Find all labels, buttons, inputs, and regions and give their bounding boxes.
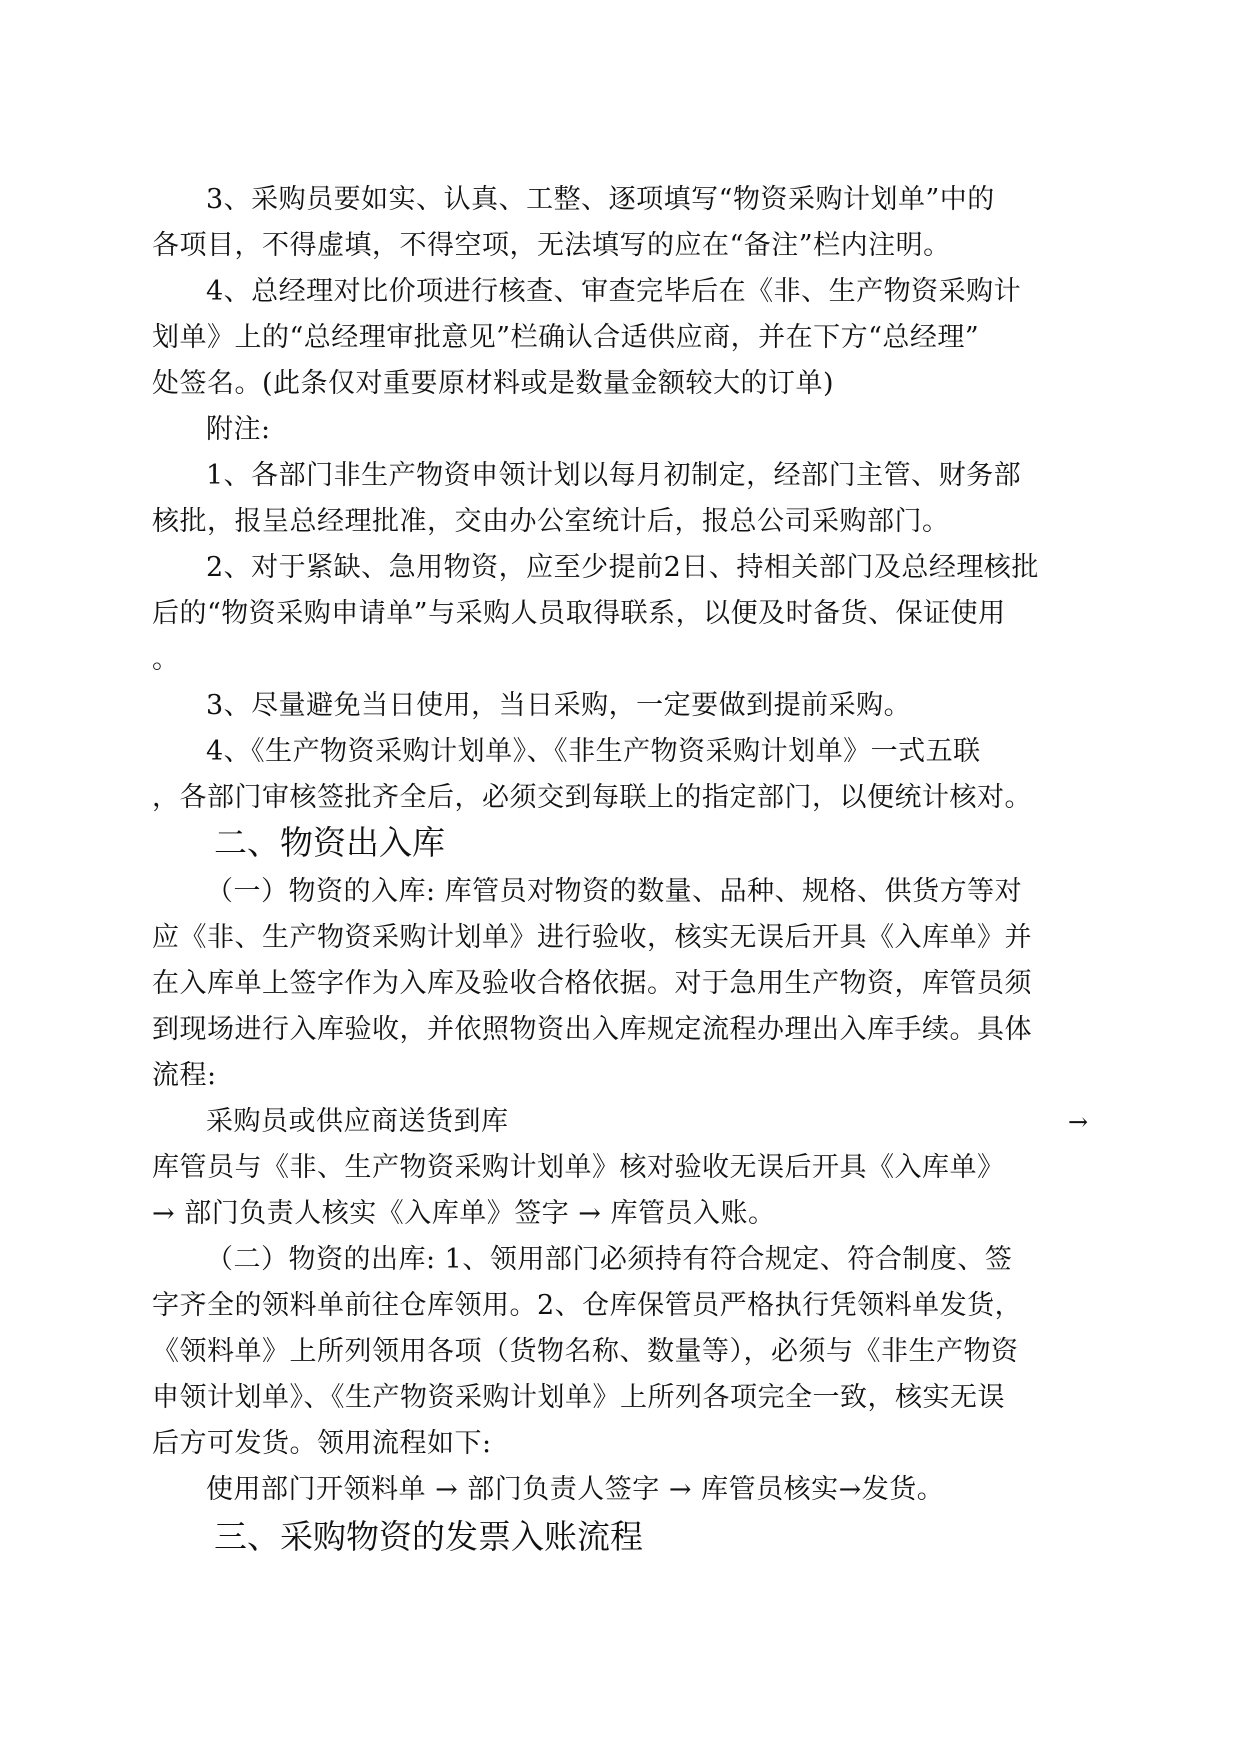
paragraph-line: 在入库单上签字作为入库及验收合格依据。对于急用生产物资，库管员须 [152, 968, 1032, 999]
paragraph-line: 后的“物资采购申请单”与采购人员取得联系，以便及时备货、保证使用 [152, 598, 1006, 629]
paragraph-line: 4、总经理对比价项进行核查、审查完毕后在《非、生产物资采购计 [206, 276, 1022, 307]
paragraph-line: 4、《生产物资采购计划单》、《非生产物资采购计划单》一式五联 [206, 736, 981, 767]
section-heading: 三、采购物资的发票入账流程 [214, 1517, 643, 1556]
section-heading: 二、物资出入库 [214, 823, 445, 862]
paragraph-line: 。 [152, 644, 180, 675]
paragraph-line: 流程: [152, 1060, 217, 1091]
paragraph-line: 应《非、生产物资采购计划单》进行验收，核实无误后开具《入库单》并 [152, 922, 1032, 953]
paragraph-line: 各项目，不得虚填，不得空项，无法填写的应在“备注”栏内注明。 [152, 230, 951, 261]
paragraph-line: 《领料单》上所列领用各项（货物名称、数量等），必须与《非生产物资 [152, 1336, 1019, 1367]
flow-line: 使用部门开领料单 → 部门负责人签字 → 库管员核实→发货。 [206, 1474, 945, 1505]
paragraph-line: 库管员与《非、生产物资采购计划单》核对验收无误后开具《入库单》 [152, 1152, 1005, 1183]
paragraph-line: 到现场进行入库验收，并依照物资出入库规定流程办理出入库手续。具体 [152, 1014, 1032, 1045]
paragraph-line: 3、采购员要如实、认真、工整、逐项填写“物资采购计划单”中的 [206, 184, 995, 215]
paragraph-line: 申领计划单》、《生产物资采购计划单》上所列各项完全一致，核实无误 [152, 1382, 1005, 1413]
paragraph-line: → 部门负责人核实《入库单》签字 → 库管员入账。 [152, 1198, 776, 1229]
paragraph-line: 处签名。(此条仅对重要原材料或是数量金额较大的订单) [152, 368, 835, 399]
paragraph-line: （二）物资的出库: 1、领用部门必须持有符合规定、符合制度、签 [206, 1244, 1013, 1275]
paragraph-line: （一）物资的入库: 库管员对物资的数量、品种、规格、供货方等对 [206, 876, 1023, 907]
paragraph-line: 2、对于紧缺、急用物资，应至少提前2日、持相关部门及总经理核批 [206, 552, 1039, 583]
paragraph-line: 1、各部门非生产物资申领计划以每月初制定，经部门主管、财务部 [206, 460, 1022, 491]
flow-start-line: 采购员或供应商送货到库 [206, 1106, 509, 1137]
paragraph-line: 核批，报呈总经理批准，交由办公室统计后，报总公司采购部门。 [152, 506, 950, 537]
paragraph-line: 后方可发货。领用流程如下: [152, 1428, 492, 1459]
paragraph-line: 字齐全的领料单前往仓库领用。2、仓库保管员严格执行凭领料单发货， [152, 1290, 1023, 1321]
paragraph-line: ，各部门审核签批齐全后，必须交到每联上的指定部门，以便统计核对。 [152, 782, 1032, 813]
paragraph-line: 附注: [206, 414, 271, 445]
paragraph-line: 划单》上的“总经理审批意见”栏确认合适供应商，并在下方“总经理” [152, 322, 980, 353]
paragraph-line: 3、尽量避免当日使用，当日采购，一定要做到提前采购。 [206, 690, 912, 721]
arrow-icon: → [1068, 1108, 1089, 1136]
